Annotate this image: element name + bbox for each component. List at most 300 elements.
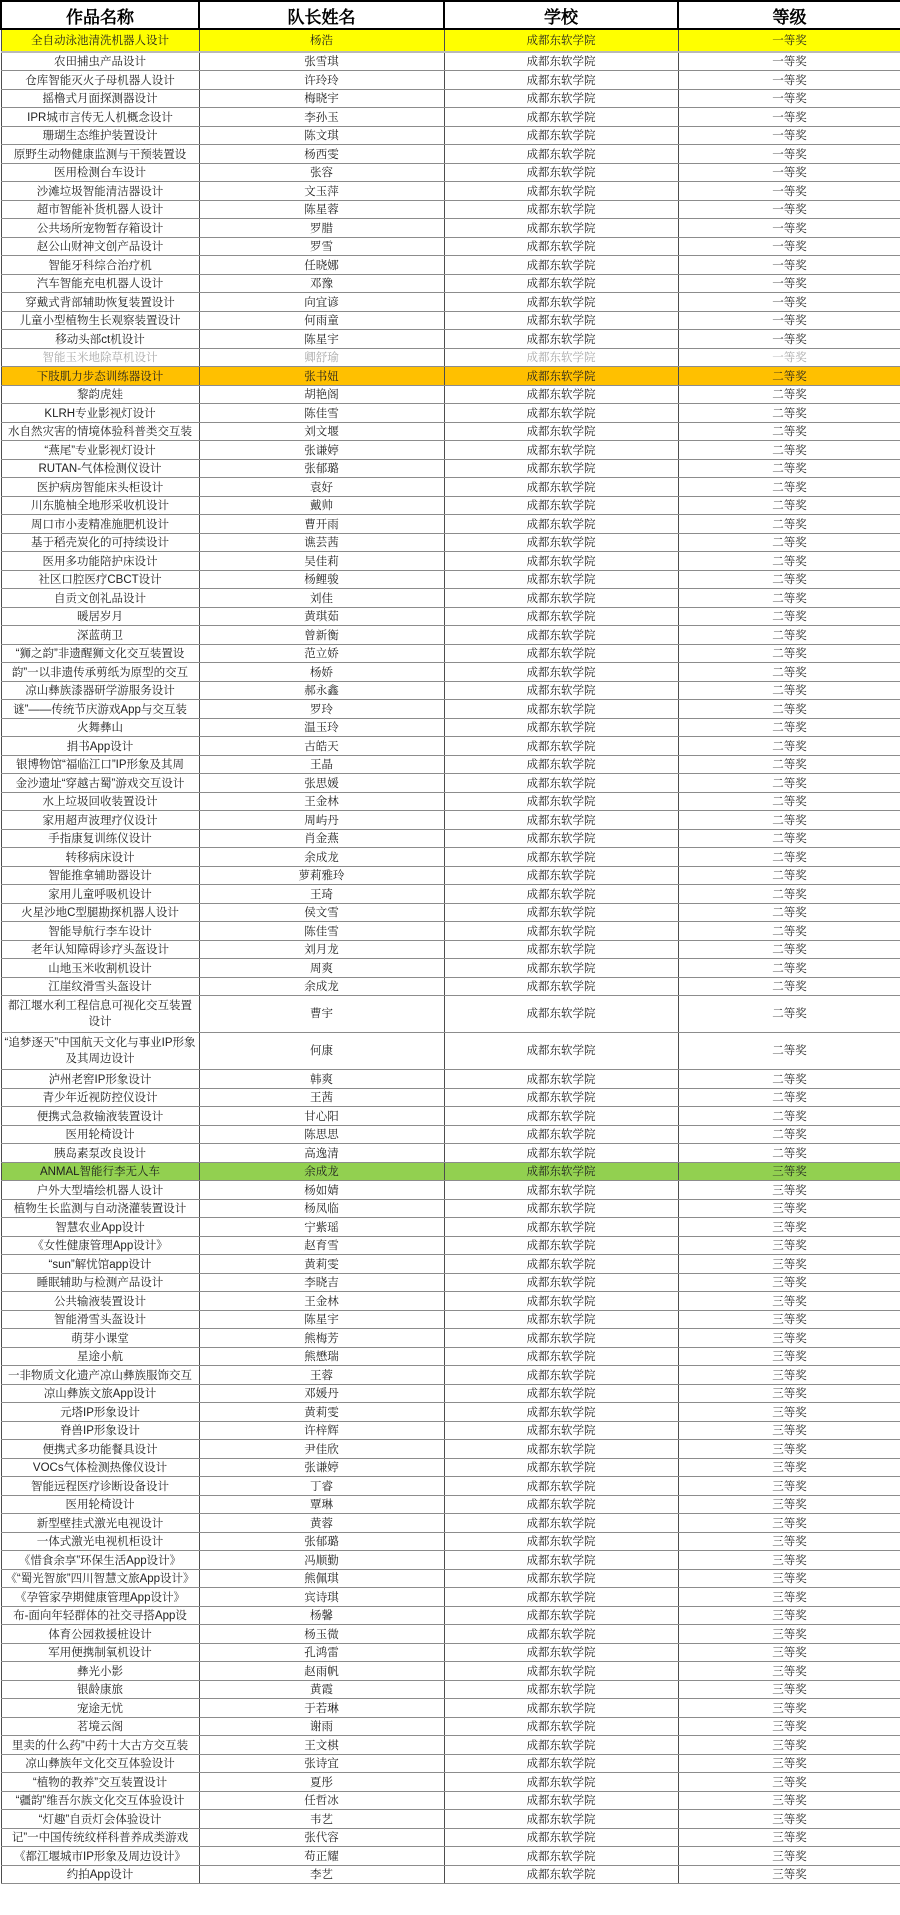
table-row[interactable] (1, 200, 900, 219)
leader-cell[interactable]: 许梓辉 (199, 1421, 444, 1440)
work-cell[interactable]: 智能滑雪头盔设计 (1, 1310, 199, 1329)
table-row[interactable] (1, 1366, 900, 1385)
school-cell[interactable]: 成都东软学院 (444, 367, 678, 386)
school-cell[interactable]: 成都东软学院 (444, 1125, 678, 1144)
award-cell[interactable]: 二等奖 (678, 1125, 900, 1144)
award-cell[interactable]: 一等奖 (678, 293, 900, 312)
award-cell[interactable]: 三等奖 (678, 1828, 900, 1847)
award-cell[interactable]: 三等奖 (678, 1366, 900, 1385)
school-cell[interactable]: 成都东软学院 (444, 1643, 678, 1662)
award-cell[interactable]: 二等奖 (678, 644, 900, 663)
work-cell[interactable]: KLRH专业影视灯设计 (1, 404, 199, 423)
work-cell[interactable]: 脊兽IP形象设计 (1, 1421, 199, 1440)
work-cell[interactable]: 《女性健康管理App设计》 (1, 1236, 199, 1255)
award-cell[interactable]: 一等奖 (678, 200, 900, 219)
leader-cell[interactable]: 韩爽 (199, 1070, 444, 1089)
work-cell[interactable]: 布-面向年轻群体的社交寻搭App设 (1, 1606, 199, 1625)
work-cell[interactable]: 超市智能补货机器人设计 (1, 200, 199, 219)
award-cell[interactable]: 三等奖 (678, 1255, 900, 1274)
table-row[interactable] (1, 1680, 900, 1699)
table-row[interactable] (1, 644, 900, 663)
table-row[interactable] (1, 237, 900, 256)
table-row[interactable] (1, 1791, 900, 1810)
table-row[interactable] (1, 1347, 900, 1366)
work-cell[interactable]: 火舞彝山 (1, 718, 199, 737)
work-cell[interactable]: 深蓝萌卫 (1, 626, 199, 645)
leader-cell[interactable]: 杨娇 (199, 663, 444, 682)
leader-cell[interactable]: 许玲玲 (199, 71, 444, 90)
award-cell[interactable]: 三等奖 (678, 1551, 900, 1570)
table-row[interactable] (1, 1643, 900, 1662)
table-row[interactable] (1, 1199, 900, 1218)
table-row[interactable] (1, 1477, 900, 1496)
leader-cell[interactable]: 冯顺勤 (199, 1551, 444, 1570)
award-cell[interactable]: 二等奖 (678, 829, 900, 848)
leader-cell[interactable]: 张谦婷 (199, 441, 444, 460)
work-cell[interactable]: 便携式急救输液装置设计 (1, 1107, 199, 1126)
work-cell[interactable]: VOCs气体检测热像仪设计 (1, 1458, 199, 1477)
table-row[interactable] (1, 700, 900, 719)
school-cell[interactable]: 成都东软学院 (444, 478, 678, 497)
leader-cell[interactable]: 黄霞 (199, 1680, 444, 1699)
leader-cell[interactable]: 韦艺 (199, 1810, 444, 1829)
table-row[interactable] (1, 1847, 900, 1866)
work-cell[interactable]: 银龄康旅 (1, 1680, 199, 1699)
award-cell[interactable]: 一等奖 (678, 256, 900, 275)
work-cell[interactable]: IPR城市言传无人机概念设计 (1, 108, 199, 127)
leader-cell[interactable]: 黄琪茹 (199, 607, 444, 626)
award-cell[interactable]: 二等奖 (678, 385, 900, 404)
leader-cell[interactable]: 尹佳欣 (199, 1440, 444, 1459)
work-cell[interactable]: 水上垃圾回收装置设计 (1, 792, 199, 811)
table-row[interactable] (1, 1181, 900, 1200)
work-cell[interactable]: 火星沙地C型腿勘探机器人设计 (1, 903, 199, 922)
work-cell[interactable]: 儿童小型植物生长观察装置设计 (1, 311, 199, 330)
school-cell[interactable]: 成都东软学院 (444, 644, 678, 663)
award-cell[interactable]: 三等奖 (678, 1773, 900, 1792)
work-cell[interactable]: 凉山彝族漆器研学游服务设计 (1, 681, 199, 700)
table-row[interactable] (1, 1495, 900, 1514)
work-cell[interactable]: 公共场所宠物暂存箱设计 (1, 219, 199, 238)
award-cell[interactable]: 二等奖 (678, 1088, 900, 1107)
school-cell[interactable]: 成都东软学院 (444, 1828, 678, 1847)
school-cell[interactable]: 成都东软学院 (444, 1421, 678, 1440)
work-cell[interactable]: RUTAN-气体检测仪设计 (1, 459, 199, 478)
leader-cell[interactable]: 侯文雪 (199, 903, 444, 922)
school-cell[interactable]: 成都东软学院 (444, 1236, 678, 1255)
work-cell[interactable]: “燕尾”专业影视灯设计 (1, 441, 199, 460)
award-cell[interactable]: 二等奖 (678, 589, 900, 608)
table-row[interactable] (1, 478, 900, 497)
table-row[interactable] (1, 163, 900, 182)
work-cell[interactable]: 医用多功能陪护床设计 (1, 552, 199, 571)
school-cell[interactable]: 成都东软学院 (444, 1477, 678, 1496)
school-cell[interactable]: 成都东软学院 (444, 1717, 678, 1736)
school-cell[interactable]: 成都东软学院 (444, 1310, 678, 1329)
work-cell[interactable]: 全自动泳池清洗机器人设计 (1, 29, 199, 52)
work-cell[interactable]: “疆韵”维吾尔族文化交互体验设计 (1, 1791, 199, 1810)
award-cell[interactable]: 一等奖 (678, 52, 900, 71)
award-cell[interactable]: 一等奖 (678, 145, 900, 164)
leader-cell[interactable]: 宾诗琪 (199, 1588, 444, 1607)
school-cell[interactable]: 成都东软学院 (444, 1495, 678, 1514)
award-cell[interactable]: 二等奖 (678, 478, 900, 497)
work-cell[interactable]: 《“蜀光智旅”四川智慧文旅App设计》 (1, 1569, 199, 1588)
leader-cell[interactable]: 李晓吉 (199, 1273, 444, 1292)
school-cell[interactable]: 成都东软学院 (444, 885, 678, 904)
school-cell[interactable]: 成都东软学院 (444, 1273, 678, 1292)
leader-cell[interactable]: 谯芸茜 (199, 533, 444, 552)
leader-cell[interactable]: 杨西雯 (199, 145, 444, 164)
award-cell[interactable]: 二等奖 (678, 718, 900, 737)
table-row[interactable] (1, 182, 900, 201)
leader-cell[interactable]: 罗腊 (199, 219, 444, 238)
award-cell[interactable]: 二等奖 (678, 1107, 900, 1126)
work-cell[interactable]: 彝光小影 (1, 1662, 199, 1681)
award-cell[interactable]: 三等奖 (678, 1181, 900, 1200)
school-cell[interactable]: 成都东软学院 (444, 570, 678, 589)
school-cell[interactable]: 成都东软学院 (444, 1218, 678, 1237)
award-cell[interactable]: 二等奖 (678, 681, 900, 700)
school-cell[interactable]: 成都东软学院 (444, 755, 678, 774)
work-cell[interactable]: 银博物馆“福临江口”IP形象及其周 (1, 755, 199, 774)
leader-cell[interactable]: 何雨童 (199, 311, 444, 330)
leader-cell[interactable]: 熊佩琪 (199, 1569, 444, 1588)
school-cell[interactable]: 成都东软学院 (444, 145, 678, 164)
school-cell[interactable]: 成都东软学院 (444, 1791, 678, 1810)
school-cell[interactable]: 成都东软学院 (444, 1625, 678, 1644)
work-cell[interactable]: 转移病床设计 (1, 848, 199, 867)
leader-cell[interactable]: 梅晓宇 (199, 89, 444, 108)
table-row[interactable] (1, 126, 900, 145)
school-cell[interactable]: 成都东软学院 (444, 1514, 678, 1533)
school-cell[interactable]: 成都东软学院 (444, 922, 678, 941)
leader-cell[interactable]: 杨鲤骏 (199, 570, 444, 589)
work-cell[interactable]: 体育公园救援桩设计 (1, 1625, 199, 1644)
school-cell[interactable]: 成都东软学院 (444, 533, 678, 552)
work-cell[interactable]: 泸州老窖IP形象设计 (1, 1070, 199, 1089)
award-cell[interactable]: 三等奖 (678, 1791, 900, 1810)
table-row[interactable] (1, 515, 900, 534)
work-cell[interactable]: 摇橹式月面探测器设计 (1, 89, 199, 108)
school-cell[interactable]: 成都东软学院 (444, 385, 678, 404)
leader-cell[interactable]: 任晓娜 (199, 256, 444, 275)
leader-cell[interactable]: 刘月龙 (199, 940, 444, 959)
school-cell[interactable]: 成都东软学院 (444, 1347, 678, 1366)
school-cell[interactable]: 成都东软学院 (444, 700, 678, 719)
leader-cell[interactable]: 甘心阳 (199, 1107, 444, 1126)
table-row[interactable] (1, 1606, 900, 1625)
school-cell[interactable]: 成都东软学院 (444, 256, 678, 275)
table-row[interactable] (1, 737, 900, 756)
school-cell[interactable]: 成都东软学院 (444, 1033, 678, 1070)
table-row[interactable] (1, 959, 900, 978)
table-row[interactable] (1, 145, 900, 164)
school-cell[interactable]: 成都东软学院 (444, 200, 678, 219)
school-cell[interactable]: 成都东软学院 (444, 441, 678, 460)
award-cell[interactable]: 三等奖 (678, 1218, 900, 1237)
school-cell[interactable]: 成都东软学院 (444, 182, 678, 201)
award-cell[interactable]: 三等奖 (678, 1754, 900, 1773)
school-cell[interactable]: 成都东软学院 (444, 996, 678, 1033)
work-cell[interactable]: 水自然灾害的情境体验科普类交互装 (1, 422, 199, 441)
school-cell[interactable]: 成都东软学院 (444, 1551, 678, 1570)
award-cell[interactable]: 二等奖 (678, 1070, 900, 1089)
school-cell[interactable]: 成都东软学院 (444, 1773, 678, 1792)
table-row[interactable] (1, 348, 900, 367)
leader-cell[interactable]: 任哲冰 (199, 1791, 444, 1810)
award-cell[interactable]: 三等奖 (678, 1477, 900, 1496)
award-cell[interactable]: 三等奖 (678, 1199, 900, 1218)
leader-cell[interactable]: 邓豫 (199, 274, 444, 293)
school-cell[interactable]: 成都东软学院 (444, 496, 678, 515)
award-cell[interactable]: 三等奖 (678, 1421, 900, 1440)
school-cell[interactable]: 成都东软学院 (444, 903, 678, 922)
work-cell[interactable]: 《都江堰城市IP形象及周边设计》 (1, 1847, 199, 1866)
work-cell[interactable]: 基于稻壳炭化的可持续设计 (1, 533, 199, 552)
table-row[interactable] (1, 589, 900, 608)
leader-cell[interactable]: 曹宇 (199, 996, 444, 1033)
table-row[interactable] (1, 293, 900, 312)
school-cell[interactable]: 成都东软学院 (444, 811, 678, 830)
leader-cell[interactable]: 胡艳阁 (199, 385, 444, 404)
award-cell[interactable]: 二等奖 (678, 1033, 900, 1070)
award-cell[interactable]: 二等奖 (678, 367, 900, 386)
work-cell[interactable]: 社区口腔医疗CBCT设计 (1, 570, 199, 589)
table-row[interactable] (1, 866, 900, 885)
column-header-award[interactable]: 等级 (678, 1, 900, 29)
leader-cell[interactable]: 谢雨 (199, 1717, 444, 1736)
work-cell[interactable]: 青少年近视防控仪设计 (1, 1088, 199, 1107)
school-cell[interactable]: 成都东软学院 (444, 1569, 678, 1588)
leader-cell[interactable]: 张思媛 (199, 774, 444, 793)
table-row[interactable] (1, 1329, 900, 1348)
table-row[interactable] (1, 1125, 900, 1144)
school-cell[interactable]: 成都东软学院 (444, 1532, 678, 1551)
table-row[interactable] (1, 1717, 900, 1736)
leader-cell[interactable]: 陈星蓉 (199, 200, 444, 219)
work-cell[interactable]: 下肢肌力步态训练器设计 (1, 367, 199, 386)
school-cell[interactable]: 成都东软学院 (444, 219, 678, 238)
school-cell[interactable]: 成都东软学院 (444, 1366, 678, 1385)
award-cell[interactable]: 三等奖 (678, 1606, 900, 1625)
award-cell[interactable]: 二等奖 (678, 422, 900, 441)
award-cell[interactable]: 三等奖 (678, 1440, 900, 1459)
leader-cell[interactable]: 张书妞 (199, 367, 444, 386)
leader-cell[interactable]: 何康 (199, 1033, 444, 1070)
school-cell[interactable]: 成都东软学院 (444, 1847, 678, 1866)
award-cell[interactable]: 二等奖 (678, 496, 900, 515)
school-cell[interactable]: 成都东软学院 (444, 1458, 678, 1477)
table-row[interactable] (1, 885, 900, 904)
school-cell[interactable]: 成都东软学院 (444, 1329, 678, 1348)
table-row[interactable] (1, 1403, 900, 1422)
leader-cell[interactable]: 张郁璐 (199, 459, 444, 478)
leader-cell[interactable]: 黄蓉 (199, 1514, 444, 1533)
work-cell[interactable]: 江崖纹滑雪头盔设计 (1, 977, 199, 996)
work-cell[interactable]: 家用儿童呼吸机设计 (1, 885, 199, 904)
work-cell[interactable]: 胰岛素泵改良设计 (1, 1144, 199, 1163)
school-cell[interactable]: 成都东软学院 (444, 1144, 678, 1163)
work-cell[interactable]: 茗境云阁 (1, 1717, 199, 1736)
table-row[interactable] (1, 996, 900, 1033)
work-cell[interactable]: 川东脆柚全地形采收机设计 (1, 496, 199, 515)
work-cell[interactable]: 凉山彝族文旅App设计 (1, 1384, 199, 1403)
school-cell[interactable]: 成都东软学院 (444, 829, 678, 848)
table-row[interactable] (1, 1236, 900, 1255)
table-row[interactable] (1, 29, 900, 52)
award-cell[interactable]: 二等奖 (678, 607, 900, 626)
school-cell[interactable]: 成都东软学院 (444, 663, 678, 682)
column-header-leader[interactable]: 队长姓名 (199, 1, 444, 29)
leader-cell[interactable]: 戴帅 (199, 496, 444, 515)
award-cell[interactable]: 一等奖 (678, 219, 900, 238)
award-cell[interactable]: 一等奖 (678, 29, 900, 52)
table-row[interactable] (1, 1865, 900, 1884)
work-cell[interactable]: 军用便携制氧机设计 (1, 1643, 199, 1662)
award-cell[interactable]: 三等奖 (678, 1514, 900, 1533)
leader-cell[interactable]: 熊懋瑞 (199, 1347, 444, 1366)
school-cell[interactable]: 成都东软学院 (444, 940, 678, 959)
table-row[interactable] (1, 256, 900, 275)
leader-cell[interactable]: 苟正耀 (199, 1847, 444, 1866)
leader-cell[interactable]: 陈文琪 (199, 126, 444, 145)
leader-cell[interactable]: 丁睿 (199, 1477, 444, 1496)
work-cell[interactable]: 捐书App设计 (1, 737, 199, 756)
table-row[interactable] (1, 1033, 900, 1070)
award-cell[interactable]: 三等奖 (678, 1236, 900, 1255)
table-row[interactable] (1, 533, 900, 552)
school-cell[interactable]: 成都东软学院 (444, 589, 678, 608)
leader-cell[interactable]: 余成龙 (199, 977, 444, 996)
table-row[interactable] (1, 718, 900, 737)
leader-cell[interactable]: 赵育雪 (199, 1236, 444, 1255)
award-cell[interactable]: 二等奖 (678, 996, 900, 1033)
school-cell[interactable]: 成都东软学院 (444, 29, 678, 52)
work-cell[interactable]: 家用超声波理疗仪设计 (1, 811, 199, 830)
table-row[interactable] (1, 274, 900, 293)
school-cell[interactable]: 成都东软学院 (444, 311, 678, 330)
work-cell[interactable]: 元塔IP形象设计 (1, 1403, 199, 1422)
work-cell[interactable]: 沙滩垃圾智能清洁器设计 (1, 182, 199, 201)
table-row[interactable] (1, 404, 900, 423)
award-cell[interactable]: 一等奖 (678, 89, 900, 108)
school-cell[interactable]: 成都东软学院 (444, 774, 678, 793)
table-row[interactable] (1, 774, 900, 793)
table-row[interactable] (1, 52, 900, 71)
leader-cell[interactable]: 袁好 (199, 478, 444, 497)
work-cell[interactable]: 智能牙科综合治疗机 (1, 256, 199, 275)
leader-cell[interactable]: 赵雨帆 (199, 1662, 444, 1681)
school-cell[interactable]: 成都东软学院 (444, 1606, 678, 1625)
work-cell[interactable]: 穿戴式背部辅助恢复装置设计 (1, 293, 199, 312)
leader-cell[interactable]: 王茜 (199, 1088, 444, 1107)
work-cell[interactable]: 医用轮椅设计 (1, 1125, 199, 1144)
leader-cell[interactable]: 张郁璐 (199, 1532, 444, 1551)
leader-cell[interactable]: 李艺 (199, 1865, 444, 1884)
work-cell[interactable]: 黎韵虎娃 (1, 385, 199, 404)
school-cell[interactable]: 成都东软学院 (444, 552, 678, 571)
work-cell[interactable]: 暖居岁月 (1, 607, 199, 626)
leader-cell[interactable]: 文玉萍 (199, 182, 444, 201)
school-cell[interactable]: 成都东软学院 (444, 792, 678, 811)
table-row[interactable] (1, 1532, 900, 1551)
award-cell[interactable]: 三等奖 (678, 1643, 900, 1662)
award-cell[interactable]: 一等奖 (678, 71, 900, 90)
award-cell[interactable]: 三等奖 (678, 1384, 900, 1403)
leader-cell[interactable]: 范立娇 (199, 644, 444, 663)
school-cell[interactable]: 成都东软学院 (444, 1403, 678, 1422)
table-row[interactable] (1, 422, 900, 441)
table-row[interactable] (1, 496, 900, 515)
work-cell[interactable]: 医用检测台车设计 (1, 163, 199, 182)
table-row[interactable] (1, 1754, 900, 1773)
table-row[interactable] (1, 71, 900, 90)
school-cell[interactable]: 成都东软学院 (444, 681, 678, 700)
table-row[interactable] (1, 940, 900, 959)
work-cell[interactable]: 植物生长监测与自动浇灌装置设计 (1, 1199, 199, 1218)
work-cell[interactable]: 星途小航 (1, 1347, 199, 1366)
table-row[interactable] (1, 1569, 900, 1588)
leader-cell[interactable]: 张容 (199, 163, 444, 182)
award-cell[interactable]: 二等奖 (678, 552, 900, 571)
award-cell[interactable]: 一等奖 (678, 163, 900, 182)
work-cell[interactable]: 户外大型墙绘机器人设计 (1, 1181, 199, 1200)
work-cell[interactable]: 赵公山财神文创产品设计 (1, 237, 199, 256)
work-cell[interactable]: 《孕管家孕期健康管理App设计》 (1, 1588, 199, 1607)
column-header-school[interactable]: 学校 (444, 1, 678, 29)
work-cell[interactable]: 智能玉米地除草机设计 (1, 348, 199, 367)
table-row[interactable] (1, 1440, 900, 1459)
table-row[interactable] (1, 108, 900, 127)
work-cell[interactable]: 谜”——传统节庆游戏App与交互装 (1, 700, 199, 719)
leader-cell[interactable]: 熊梅芳 (199, 1329, 444, 1348)
leader-cell[interactable]: 孔鸿雷 (199, 1643, 444, 1662)
leader-cell[interactable]: 杨玉微 (199, 1625, 444, 1644)
school-cell[interactable]: 成都东软学院 (444, 515, 678, 534)
table-row[interactable] (1, 1088, 900, 1107)
work-cell[interactable]: “sun”解忧馆app设计 (1, 1255, 199, 1274)
school-cell[interactable]: 成都东软学院 (444, 459, 678, 478)
leader-cell[interactable]: 周爽 (199, 959, 444, 978)
school-cell[interactable]: 成都东软学院 (444, 1699, 678, 1718)
award-cell[interactable]: 二等奖 (678, 663, 900, 682)
work-cell[interactable]: 记”一中国传统纹样科普养成类游戏 (1, 1828, 199, 1847)
table-row[interactable] (1, 1588, 900, 1607)
school-cell[interactable]: 成都东软学院 (444, 1107, 678, 1126)
award-cell[interactable]: 二等奖 (678, 959, 900, 978)
work-cell[interactable]: 老年认知障碍诊疗头盔设计 (1, 940, 199, 959)
table-row[interactable] (1, 681, 900, 700)
leader-cell[interactable]: 覃琳 (199, 1495, 444, 1514)
school-cell[interactable]: 成都东软学院 (444, 89, 678, 108)
table-row[interactable] (1, 385, 900, 404)
leader-cell[interactable]: 邓媛丹 (199, 1384, 444, 1403)
award-cell[interactable]: 二等奖 (678, 441, 900, 460)
work-cell[interactable]: 汽车智能充电机器人设计 (1, 274, 199, 293)
table-row[interactable] (1, 811, 900, 830)
table-row[interactable] (1, 1514, 900, 1533)
award-cell[interactable]: 三等奖 (678, 1347, 900, 1366)
school-cell[interactable]: 成都东软学院 (444, 626, 678, 645)
work-cell[interactable]: 周口市小麦精准施肥机设计 (1, 515, 199, 534)
leader-cell[interactable]: 温玉玲 (199, 718, 444, 737)
school-cell[interactable]: 成都东软学院 (444, 959, 678, 978)
school-cell[interactable]: 成都东软学院 (444, 1736, 678, 1755)
award-cell[interactable]: 二等奖 (678, 866, 900, 885)
award-cell[interactable]: 一等奖 (678, 330, 900, 349)
school-cell[interactable]: 成都东软学院 (444, 1199, 678, 1218)
